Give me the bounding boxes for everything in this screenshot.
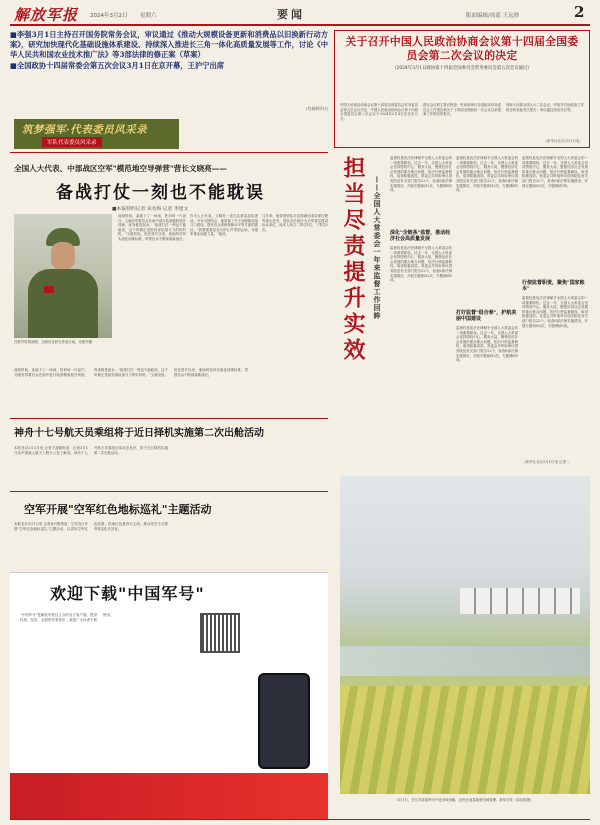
right-col-b-text: 监督权是宪法法律赋予全国人大常委会的一项重要职权。过去一年，全国人大常委会坚持围绕中心、服务大局，聚焦经济社会发展的重点难点问题，依法行使监督职权，取得积极成效。常委会共听取审议国务院及有关部门报告22个，检查6部法律实施情况，开展专题询问2次、专题调研5项。 <box>456 156 518 193</box>
decision-subtitle: （2024年3月1日政协第十四届全国委员会常务委员会第五次会议通过） <box>392 66 532 71</box>
shenzhou-body: 本报北京3月1日电 记者王凌硕报道：记者3月1日从中国载人航天工程办公室了解到，神舟十七号航天员乘组目前状态良好，将于近日择机实施第二次出舱活动。 <box>14 446 168 455</box>
download-body: "中国军号"是解放军报社主办的官方客户端，提供权威、及时、全面的军事资讯，欢迎广大读者下载使用。 <box>20 613 114 622</box>
shenzhou-title: 神舟十七号航天员乘组将于近日择机实施第二次出舱活动 <box>14 428 264 439</box>
right-col-b-text-2: 监督权是宪法法律赋予全国人大常委会的一项重要职权。过去一年，全国人大常委会坚持围绕中心、服务大局，聚焦经济社会发展的重点难点问题，依法行使监督职权，取得积极成效。常委会共听取审议国务院及有关部门报告22个，检查6部法律实施情况，开展专题询问2次、专题调研5项。 <box>456 326 518 363</box>
right-col-c <box>522 156 588 466</box>
page-editors: 版面编辑/周蓝 王远驿 <box>466 13 520 19</box>
decision-col-2: 建议会议的主要议程是：听取和审议全国政协常务委员会工作报告和关于十四届全国政协一次会议以来提案工作情况的报告； <box>423 103 501 117</box>
airforce-body: 本报北京3月1日电 记者孙兴维报道：空军近日开展"空军红色地标巡礼"主题活动，以讲好空军红色故事、传承红色基因为主线，推动党史学习教育常态化长效化。 <box>14 522 168 531</box>
right-col-a-text-2: 监督权是宪法法律赋予全国人大常委会的一项重要职权。过去一年，全国人大常委会坚持围绕中心、服务大局，聚焦经济社会发展的重点难点问题，依法行使监督职权，取得积极成效。常委会共听取审议国务院及有关部门报告22个，检查6部法律实施情况，开展专题询问2次、专题调研5项。 <box>390 246 452 283</box>
right-title: 担当尽责提升实效 <box>340 156 366 364</box>
decision-box <box>334 30 590 148</box>
masthead-rule <box>10 24 590 26</box>
feature-kicker: 全国人大代表、中部战区空军"模范地空导弹营"营长文晓亮—— <box>14 164 227 173</box>
section-title: 要闻 <box>277 8 305 21</box>
right-subhead-3: 行使监督职责，聚焦"国家账本" <box>522 280 585 292</box>
feature-body-col-3: 几年来，他带领营队多次圆满完成实弹打靶等重大任务，营队先后被评为全军基层建设标兵单位，他本人荣立二等功1次、三等功2次。 <box>262 214 328 232</box>
feature-byline: ■本报特约记者 朱名海 记者 李建文 <box>112 207 189 212</box>
ad-footer-band <box>10 773 328 820</box>
soldier-photo <box>14 214 112 338</box>
right-feature-title <box>340 156 368 364</box>
feature-title: 备战打仗一刻也不能耽误 <box>56 183 265 203</box>
ad-phone-graphic <box>258 673 310 769</box>
app-qr-code <box>200 613 240 653</box>
air-rule <box>10 491 328 492</box>
banner-title: 筑梦强军·代表委员风采录 <box>22 124 148 136</box>
brief-credit: (均据新华社) <box>306 106 328 111</box>
issue-weekday: 星期六 <box>140 13 157 19</box>
decision-col-3: 列席十四届全国人大二次会议，听取并讨论政府工作报告和其他有关报告；审议通过政治决议等。 <box>506 103 584 112</box>
news-brief-box <box>10 30 328 112</box>
right-col-a <box>390 156 452 456</box>
photo-water <box>340 646 590 676</box>
feature-body-col-1: 前段时间，某地下了一场雨，驻训场一片泥泞。文晓亮带着官兵在雨中进行装备撤收展开训练，浑身都是泥水。"备战打仗一刻也不能耽误，这个时候正是检验部队战斗力的好时机。"文晓亮说。担任营长以来，他始终坚持实战化训练标准，带领官兵不断探索新战法。 <box>118 214 186 241</box>
photo-face <box>51 242 75 270</box>
page-number: 2 <box>574 3 585 21</box>
newspaper-logo: 解放军报 <box>14 6 79 24</box>
banner-tag: 军队代表委员风采录 <box>42 137 102 147</box>
right-subtitle: ——全国人大常委会一年来监督工作回眸 <box>373 176 382 320</box>
brief-item-2: ■全国政协十四届常委会第五次会议3月1日在京开幕，王沪宁出席 <box>10 61 225 70</box>
landscape-photo <box>340 476 590 794</box>
right-subhead-1: 深化"全链条"监督，推动经济社会高质量发展 <box>390 230 451 242</box>
bottom-rule <box>10 819 590 820</box>
middle-rule <box>10 418 328 419</box>
feature-body-lower: 前段时间，某地下了一场雨，驻训场一片泥泞。文晓亮带着官兵在雨中进行装备撤收展开训练，浑身都是泥水。"备战打仗一刻也不能耽误，这个时候正是检验部队战斗力的好时机。"文晓亮说。担任营长以来，他始终坚持实战化训练标准，带领官兵不断探索新战法。 <box>14 368 248 377</box>
brief-item-1: ■李强3月1日主持召开国务院常务会议，审议通过《推动大规模设备更新和消费品以旧换新行动方案》，研究加快现代化基础设施体系建设、持续深入推进长三角一体化高质量发展等工作，讨论《中华人民共和国农业技术推广法》等3部法律的修正案（草案） <box>10 30 328 59</box>
feature-top-rule <box>10 152 328 153</box>
download-ad <box>10 572 328 819</box>
right-credit: （新华社北京3月1日电 记者 ） <box>522 460 571 464</box>
feature-banner <box>14 119 179 149</box>
landscape-photo-caption: 3月1日，在江苏省泰州市兴化市垛田镇，农民在油菜地里田间管理。新华社发（周社根摄） <box>396 798 534 802</box>
download-title: 欢迎下载"中国军号" <box>50 584 205 603</box>
decision-credit: （新华社北京3月1日电） <box>543 139 583 143</box>
decision-title: 关于召开中国人民政治协商会议第十四届全国委员会第二次会议的决定 <box>345 35 579 62</box>
right-col-c-text-2: 监督权是宪法法律赋予全国人大常委会的一项重要职权。过去一年，全国人大常委会坚持围绕中心、服务大局，聚焦经济社会发展的重点难点问题，依法行使监督职权，取得积极成效。常委会共听取审议国务院及有关部门报告22个，检查6部法律实施情况，开展专题询问2次、专题调研5项。 <box>522 296 588 328</box>
soldier-photo-caption: 在野外驻训间隙，文晓亮在研究作战方案。宋建华摄 <box>14 340 92 344</box>
photo-patch <box>44 286 54 293</box>
airforce-title: 空军开展"空军红色地标巡礼"主题活动 <box>24 503 212 516</box>
decision-body <box>340 103 584 127</box>
photo-houses <box>460 588 580 614</box>
masthead <box>0 0 600 26</box>
decision-col-1: 中国人民政治协商会议第十四届全国委员会常务委员会第五次会议决定：中国人民政治协商会议第十四届全国委员会第二次会议于2024年3月4日在北京召开。 <box>340 103 418 121</box>
issue-date: 2024年3月2日 <box>90 13 128 19</box>
feature-body-col-2: 作为人大代表，文晓亮一直关注基层部队建设。今年全国两会，他准备了关于加强新质战斗力建设、提升官兵训练保障水平等方面的建议。"我要把基层官兵的心声带到会场，为强军事业贡献力量。"他说。 <box>190 214 258 237</box>
right-subhead-2: 打好监督"组合拳"，护航美丽中国建设 <box>456 310 517 322</box>
right-col-b <box>456 156 518 466</box>
photo-fields <box>340 686 590 794</box>
right-col-c-text: 监督权是宪法法律赋予全国人大常委会的一项重要职权。过去一年，全国人大常委会坚持围绕中心、服务大局，聚焦经济社会发展的重点难点问题，依法行使监督职权，取得积极成效。常委会共听取审议国务院及有关部门报告22个，检查6部法律实施情况，开展专题询问2次、专题调研5项。 <box>522 156 588 188</box>
photo-uniform <box>28 269 98 338</box>
right-col-a-text: 监督权是宪法法律赋予全国人大常委会的一项重要职权。过去一年，全国人大常委会坚持围绕中心、服务大局，聚焦经济社会发展的重点难点问题，依法行使监督职权，取得积极成效。常委会共听取审议国务院及有关部门报告22个，检查6部法律实施情况，开展专题询问2次、专题调研5项。 <box>390 156 452 193</box>
right-feature-subtitle <box>372 176 384 320</box>
